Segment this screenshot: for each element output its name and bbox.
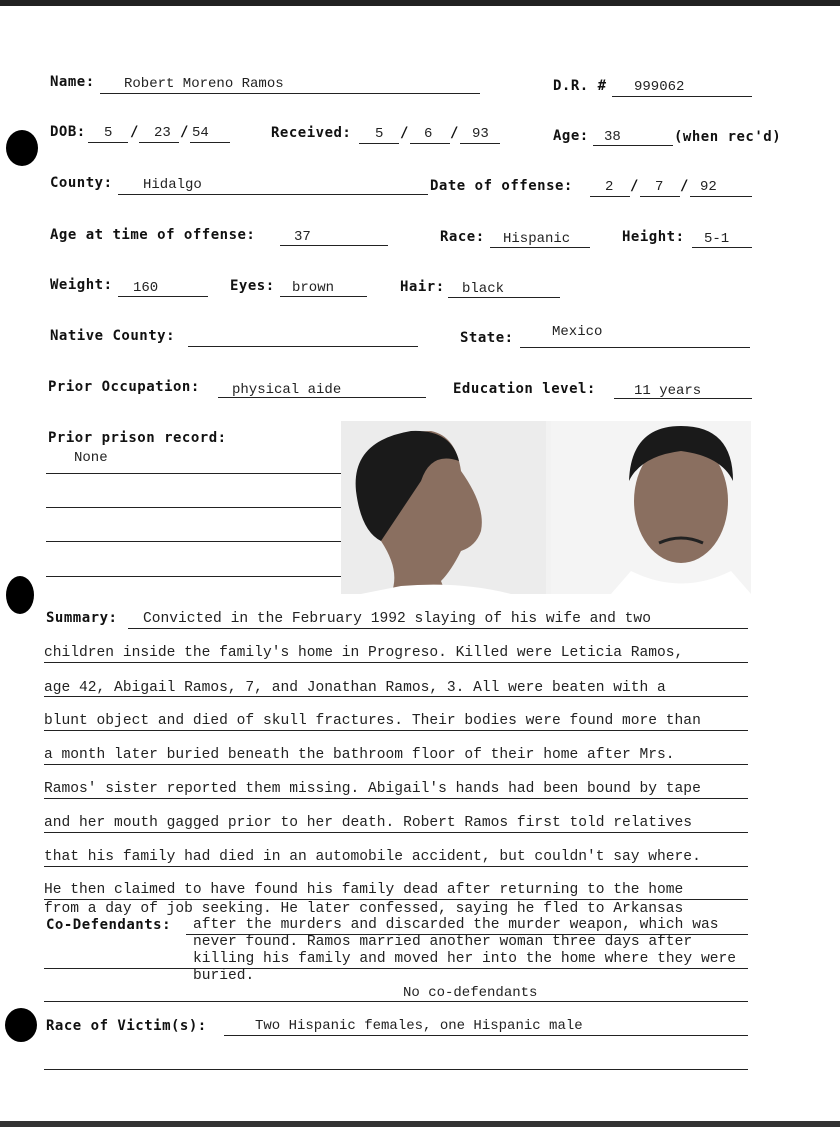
received-label: Received: (271, 125, 352, 141)
slash: / (130, 124, 139, 140)
underline (44, 662, 748, 663)
punch-hole (6, 576, 34, 614)
offense-year: 92 (700, 179, 717, 195)
slash: / (630, 178, 639, 194)
race-label: Race: (440, 229, 485, 245)
summary-line: Convicted in the February 1992 slaying of his wife and two (143, 611, 651, 627)
underline (410, 143, 450, 144)
summary-continuation: never found. Ramos married another woman three days after (193, 934, 693, 950)
underline (44, 798, 748, 799)
underline (44, 730, 748, 731)
received-year: 93 (472, 126, 489, 142)
underline (88, 142, 128, 143)
weight-value: 160 (133, 280, 159, 296)
underline (280, 296, 367, 297)
underline (44, 866, 748, 867)
age-value: 38 (604, 129, 621, 145)
education-label: Education level: (453, 381, 596, 397)
summary-line: He then claimed to have found his family dead after returning to the home (44, 882, 684, 898)
underline (100, 93, 480, 94)
underline (46, 473, 342, 474)
summary-continuation: killing his family and moved her into the home where they were (193, 951, 736, 967)
summary-continuation: buried. (193, 968, 255, 984)
underline (448, 297, 560, 298)
dob-label: DOB: (50, 124, 86, 140)
occupation-label: Prior Occupation: (48, 379, 200, 395)
summary-line: that his family had died in an automobile accident, but couldn't say where. (44, 849, 701, 865)
offense-month: 2 (605, 179, 614, 195)
underline (520, 347, 750, 348)
underline (139, 142, 179, 143)
summary-line: age 42, Abigail Ramos, 7, and Jonathan Ramos, 3. All were beaten with a (44, 680, 666, 696)
mugshot-image (341, 421, 751, 594)
underline (280, 245, 388, 246)
received-day: 6 (424, 126, 433, 142)
dr-label: D.R. # (553, 78, 607, 94)
height-value: 5-1 (704, 231, 730, 247)
underline (614, 398, 752, 399)
race-value: Hispanic (503, 231, 571, 247)
summary-continuation: after the murders and discarded the murder weapon, which was (193, 917, 719, 933)
underline (692, 247, 752, 248)
mugshot-photos (341, 421, 751, 594)
victims-label: Race of Victim(s): (46, 1018, 207, 1034)
slash: / (680, 178, 689, 194)
education-value: 11 years (634, 383, 702, 399)
underline (44, 1069, 748, 1070)
punch-hole (6, 130, 38, 166)
underline (190, 142, 230, 143)
state-label: State: (460, 330, 514, 346)
victims-value: Two Hispanic females, one Hispanic male (255, 1018, 583, 1034)
punch-hole (5, 1008, 37, 1042)
underline (188, 346, 418, 347)
summary-line: Ramos' sister reported them missing. Abigail's hands had been bound by tape (44, 781, 701, 797)
dob-day: 23 (154, 125, 171, 141)
county-value: Hidalgo (143, 177, 202, 193)
state-value: Mexico (552, 324, 603, 340)
underline (224, 1035, 748, 1036)
dob-year: 54 (192, 125, 209, 141)
prior-record-label: Prior prison record: (48, 430, 227, 446)
underline (690, 196, 752, 197)
underline (44, 968, 748, 969)
dob-month: 5 (104, 125, 113, 141)
underline (128, 628, 748, 629)
scan-edge-top (0, 0, 840, 6)
slash: / (180, 124, 189, 140)
summary-line: children inside the family's home in Progreso. Killed were Leticia Ramos, (44, 645, 684, 661)
prior-record-value: None (74, 450, 108, 466)
occupation-value: physical aide (232, 382, 342, 398)
summary-line: blunt object and died of skull fractures. Their bodies were found more than (44, 713, 701, 729)
eyes-value: brown (292, 280, 335, 296)
codefendants-label: Co-Defendants: (46, 917, 172, 933)
underline (590, 196, 630, 197)
underline (359, 143, 399, 144)
underline (640, 196, 680, 197)
underline (460, 143, 500, 144)
underline (612, 96, 752, 97)
underline (46, 507, 342, 508)
underline (593, 145, 673, 146)
underline (118, 296, 208, 297)
codefendants-value: No co-defendants (403, 985, 538, 1001)
slash: / (450, 125, 459, 141)
received-month: 5 (375, 126, 384, 142)
summary-label: Summary: (46, 610, 118, 626)
name-value: Robert Moreno Ramos (124, 76, 284, 92)
underline (44, 764, 748, 765)
native-county-label: Native County: (50, 328, 176, 344)
underline (218, 397, 426, 398)
hair-value: black (462, 281, 505, 297)
summary-line: from a day of job seeking. He later confessed, saying he fled to Arkansas (44, 901, 684, 917)
underline (490, 247, 590, 248)
underline (44, 899, 748, 900)
underline (118, 194, 428, 195)
underline (44, 1001, 748, 1002)
underline (46, 541, 342, 542)
age-label: Age: (553, 128, 589, 144)
dr-value: 999062 (634, 79, 685, 95)
name-label: Name: (50, 74, 95, 90)
underline (44, 832, 748, 833)
age-offense-label: Age at time of offense: (50, 227, 256, 243)
weight-label: Weight: (50, 277, 113, 293)
offense-day: 7 (655, 179, 664, 195)
county-label: County: (50, 175, 113, 191)
height-label: Height: (622, 229, 685, 245)
underline (46, 576, 342, 577)
age-note: (when rec'd) (674, 129, 782, 145)
underline (44, 696, 748, 697)
slash: / (400, 125, 409, 141)
offense-date-label: Date of offense: (430, 178, 573, 194)
hair-label: Hair: (400, 279, 445, 295)
summary-line: and her mouth gagged prior to her death. Robert Ramos first told relatives (44, 815, 693, 831)
summary-line: a month later buried beneath the bathroom floor of their home after Mrs. (44, 747, 675, 763)
scan-edge-bottom (0, 1121, 840, 1127)
age-offense-value: 37 (294, 229, 311, 245)
eyes-label: Eyes: (230, 278, 275, 294)
